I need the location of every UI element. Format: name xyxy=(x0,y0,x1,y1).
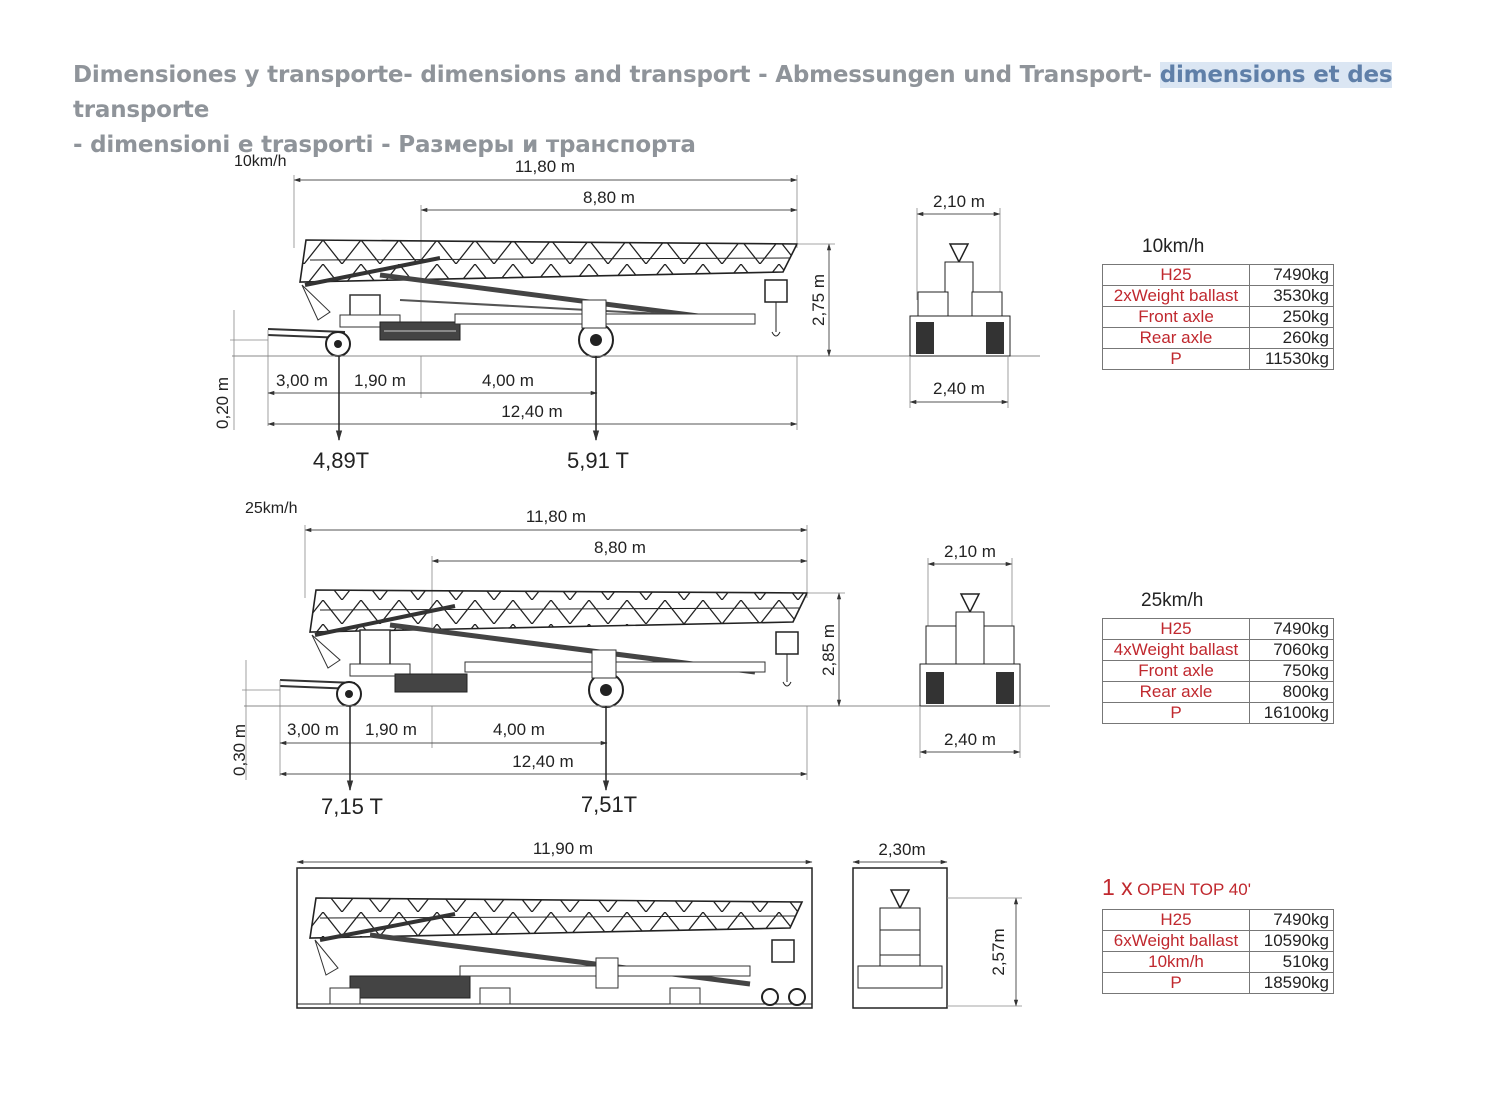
table-row xyxy=(1103,703,1334,724)
config2-spec-table xyxy=(1102,618,1334,724)
spec-key: 10km/h xyxy=(1103,952,1250,973)
config2-table-title: 25km/h xyxy=(1141,590,1204,611)
spec-key: 6xWeight ballast xyxy=(1103,931,1250,952)
config1-table-title: 10km/h xyxy=(1142,236,1205,257)
config3-length-total: 11,90 m xyxy=(532,839,594,858)
spec-key: 4xWeight ballast xyxy=(1103,640,1250,661)
table-row xyxy=(1103,931,1334,952)
config2-front-view xyxy=(920,542,1020,758)
table-row xyxy=(1103,328,1334,349)
spec-key: H25 xyxy=(1103,619,1250,640)
config1-length-boom: 8,80 m xyxy=(583,188,635,207)
config1-front-view xyxy=(910,192,1010,408)
config3-ship-count: 1 x xyxy=(1102,874,1133,900)
spec-value: 18590kg xyxy=(1250,973,1334,994)
table-row xyxy=(1103,910,1334,931)
spec-value: 7490kg xyxy=(1250,619,1334,640)
config1-seg-c: 4,00 m xyxy=(482,371,534,390)
spec-value: 800kg xyxy=(1250,682,1334,703)
spec-key: H25 xyxy=(1103,910,1250,931)
spec-value: 510kg xyxy=(1250,952,1334,973)
title-line1-a: Dimensiones y transporte- dimensions and transport - Abmessungen und Transport- xyxy=(73,62,1160,88)
table-row xyxy=(1103,682,1334,703)
spec-key: P xyxy=(1103,703,1250,724)
title-line2: - dimensioni e trasporti - Размеры и транспорта xyxy=(73,132,696,158)
config1-spec-table xyxy=(1102,264,1334,370)
spec-value: 16100kg xyxy=(1250,703,1334,724)
config1-width-top: 2,10 m xyxy=(933,192,985,211)
table-row xyxy=(1103,640,1334,661)
table-row xyxy=(1103,265,1334,286)
table-row xyxy=(1103,307,1334,328)
title-line1-b: transporte xyxy=(73,97,210,123)
spec-value: 750kg xyxy=(1250,661,1334,682)
config1-speed-label: 10km/h xyxy=(234,153,287,170)
spec-value: 3530kg xyxy=(1250,286,1334,307)
spec-value: 260kg xyxy=(1250,328,1334,349)
config3-container-side-view xyxy=(297,839,812,1008)
config2-seg-b: 1,90 m xyxy=(365,720,417,739)
config2-width-bottom: 2,40 m xyxy=(944,730,996,749)
config2-speed-label: 25km/h xyxy=(245,500,298,517)
spec-key: Rear axle xyxy=(1103,328,1250,349)
spec-key: P xyxy=(1103,973,1250,994)
spec-value: 10590kg xyxy=(1250,931,1334,952)
config1-boom-truss xyxy=(300,240,797,282)
spec-value: 250kg xyxy=(1250,307,1334,328)
config2-ground-clearance: 0,30 m xyxy=(230,724,249,776)
table-row xyxy=(1103,286,1334,307)
config3-container-front-view xyxy=(853,840,1022,1008)
spec-value: 11530kg xyxy=(1250,349,1334,370)
config2-seg-c: 4,00 m xyxy=(493,720,545,739)
table-row xyxy=(1103,619,1334,640)
config3-boom-truss xyxy=(310,898,802,938)
config3-ship-type: OPEN TOP 40' xyxy=(1137,880,1251,899)
config2-load-rear: 7,51T xyxy=(580,792,638,817)
spec-key: Rear axle xyxy=(1103,682,1250,703)
title-line1-highlight: dimensions et des xyxy=(1159,62,1393,88)
config3-shipping-label xyxy=(1102,874,1251,901)
spec-key: Front axle xyxy=(1103,307,1250,328)
config1-load-front: 4,89T xyxy=(312,448,370,473)
spec-key: H25 xyxy=(1103,265,1250,286)
config1-length-total: 11,80 m xyxy=(514,157,576,176)
spec-value: 7490kg xyxy=(1250,265,1334,286)
config3-height: 2,57m xyxy=(989,928,1008,976)
table-row xyxy=(1103,973,1334,994)
config2-length-total: 11,80 m xyxy=(525,507,587,526)
spec-value: 7060kg xyxy=(1250,640,1334,661)
spec-key: 2xWeight ballast xyxy=(1103,286,1250,307)
config2-load-front: 7,15 T xyxy=(321,794,383,819)
table-row xyxy=(1103,349,1334,370)
spec-value: 7490kg xyxy=(1250,910,1334,931)
config2-width-top: 2,10 m xyxy=(944,542,996,561)
config2-height: 2,85 m xyxy=(819,624,838,676)
table-row xyxy=(1103,952,1334,973)
config1-height: 2,75 m xyxy=(809,274,828,326)
config1-load-rear: 5,91 T xyxy=(567,448,629,473)
config1-seg-a: 3,00 m xyxy=(276,371,328,390)
table-row xyxy=(1103,661,1334,682)
config3-width: 2,30m xyxy=(878,840,926,859)
config1-side-view xyxy=(213,153,1040,473)
spec-key: P xyxy=(1103,349,1250,370)
config2-seg-a: 3,00 m xyxy=(287,720,339,739)
config3-spec-table xyxy=(1102,909,1334,994)
config2-wheelbase-total: 12,40 m xyxy=(512,752,574,771)
config1-width-bottom: 2,40 m xyxy=(933,379,985,398)
config1-wheelbase-total: 12,40 m xyxy=(501,402,563,421)
config1-ground-clearance: 0,20 m xyxy=(213,377,232,429)
spec-key: Front axle xyxy=(1103,661,1250,682)
config2-boom-truss xyxy=(310,590,807,632)
config2-length-boom: 8,80 m xyxy=(594,538,646,557)
config1-seg-b: 1,90 m xyxy=(354,371,406,390)
